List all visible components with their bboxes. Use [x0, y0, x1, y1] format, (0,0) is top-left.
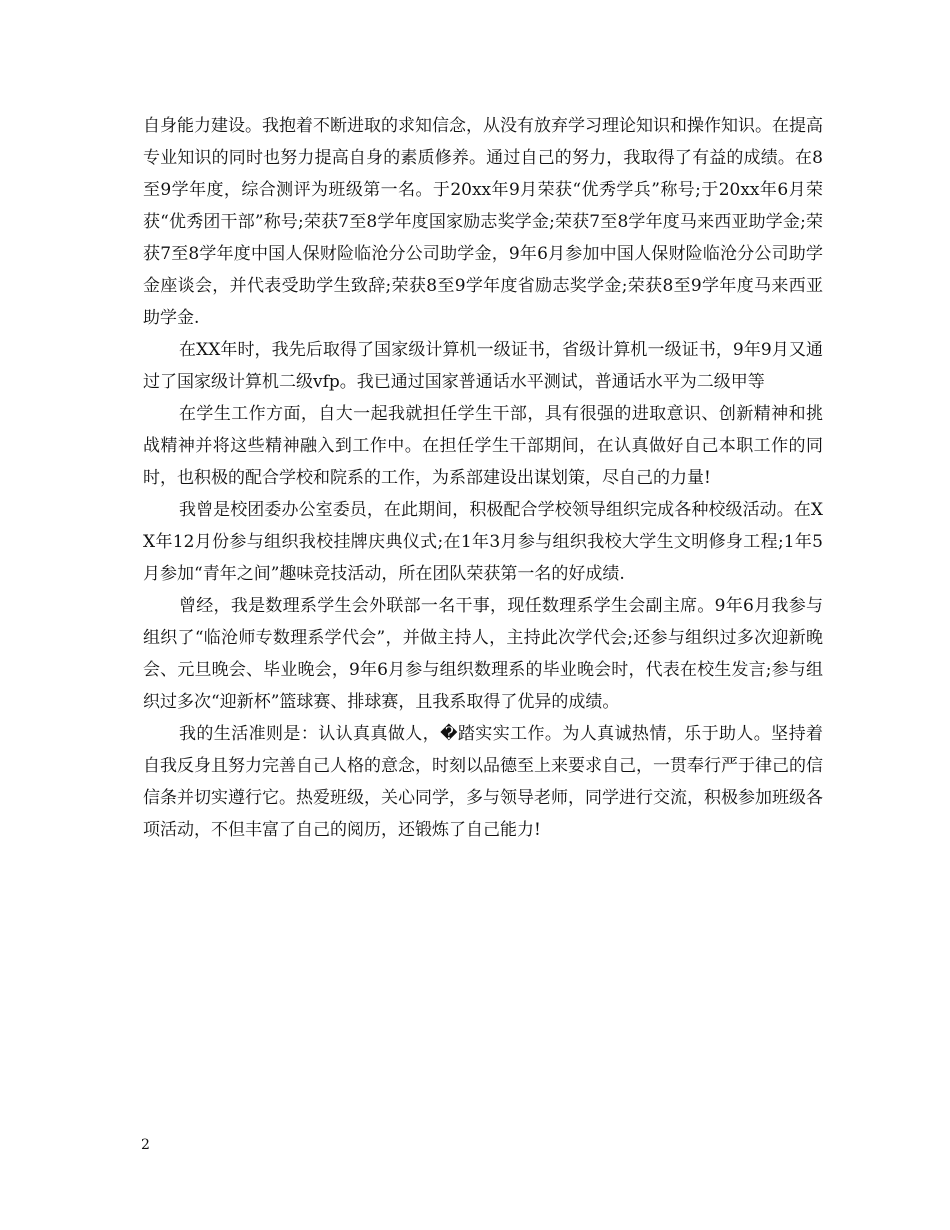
paragraph-achievements: 自身能力建设。我抱着不断进取的求知信念，从没有放弃学习理论知识和操作知识。在提高专业知识的同时也努力提高自身的素质修养。通过自己的努力，我取得了有益的成绩。在8至9学年度，综合测评为班级第一名。于20xx年9月荣获“优秀学兵”称号;于20xx年6月荣获“优秀团干部”称号;荣获7至8学年度国家励志奖学金;荣获7至8学年度马来西亚助学金;荣获7至8学年度中国人保财险临沧分公司助学金，9年6月参加中国人保财险临沧分公司助学金座谈会，并代表受助学生致辞;荣获8至9学年度省励志奖学金;荣获8至9学年度马来西亚助学金.: [143, 116, 823, 328]
paragraph-life-principles: 我的生活准则是：认认真真做人，�踏实实工作。为人真诚热情，乐于助人。坚持着自我反身且努力完善自己人格的意念，时刻以品德至上来要求自己，一贯奉行严于律己的信信条并切实遵行它。热爱班级，关心同学，多与领导老师，同学进行交流，积极参加班级各项活动，不但丰富了自己的阅历，还锻炼了自己能力!: [143, 724, 823, 840]
paragraph-computer-certificates: 在XX年时，我先后取得了国家级计算机一级证书，省级计算机一级证书，9年9月又通过了国家级计算机二级vfp。我已通过国家普通话水平测试，普通话水平为二级甲等: [143, 340, 823, 392]
paragraph-student-work: 在学生工作方面，自大一起我就担任学生干部，具有很强的进取意识、创新精神和挑战精神并将这些精神融入到工作中。在担任学生干部期间，在认真做好自己本职工作的同时，也积极的配合学校和院系的工作，为系部建设出谋划策，尽自己的力量!: [143, 404, 823, 488]
page-number: 2: [141, 1137, 150, 1153]
document-body: [143, 110, 823, 846]
paragraph-youth-league: 我曾是校团委办公室委员，在此期间，积极配合学校领导组织完成各种校级活动。在XX年12月份参与组织我校挂牌庆典仪式;在1年3月参与组织我校大学生文明修身工程;1年5月参加“青年之间”趣味竞技活动，所在团队荣获第一名的好成绩.: [143, 500, 823, 584]
paragraph-student-union: 曾经，我是数理系学生会外联部一名干事，现任数理系学生会副主席。9年6月我参与组织了“临沧师专数理系学代会”，并做主持人，主持此次学代会;还参与组织过多次迎新晚会、元旦晚会、毕业晚会，9年6月参与组织数理系的毕业晚会时，代表在校生发言;参与组织过多次“迎新杯”篮球赛、排球赛，且我系取得了优异的成绩。: [143, 596, 823, 712]
